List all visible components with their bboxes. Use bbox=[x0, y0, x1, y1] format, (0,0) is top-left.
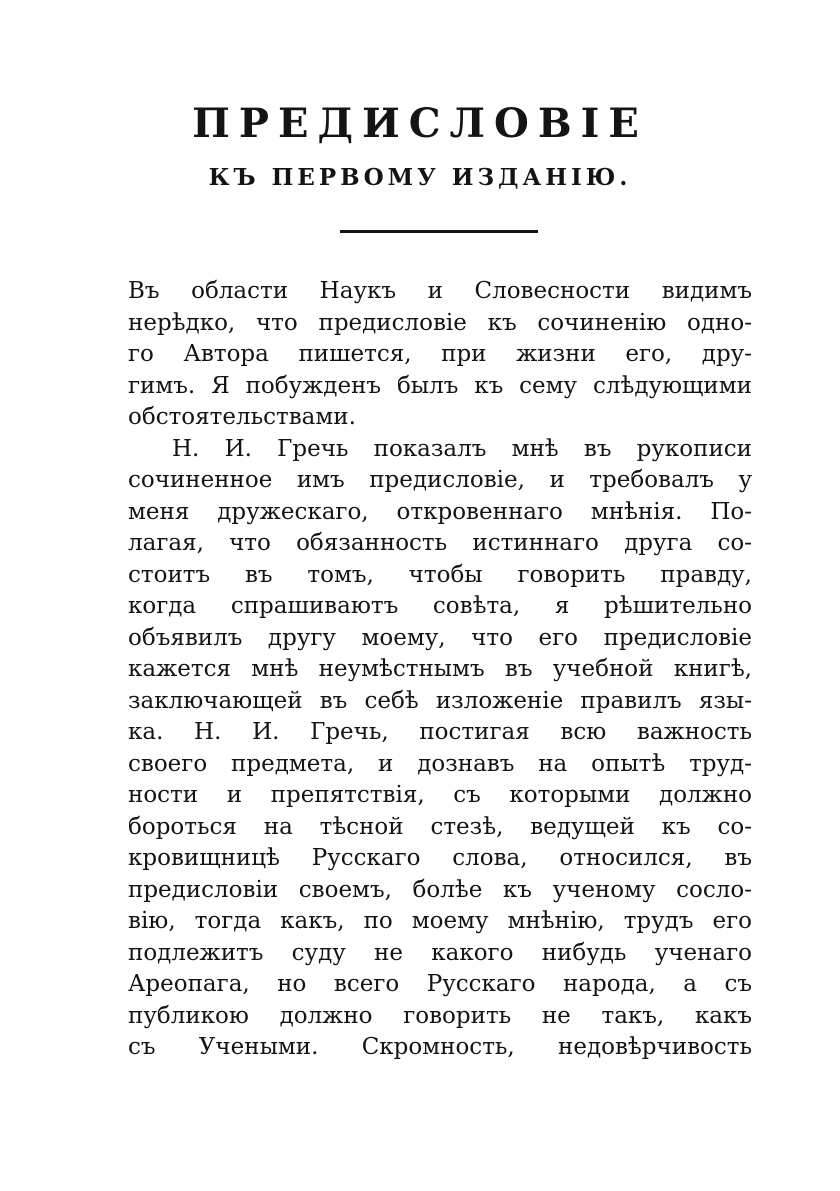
text-line: публикою должно говорить не такъ, какъ bbox=[128, 1002, 752, 1029]
text-line: вію, тогда какъ, по моему мнѣнію, трудъ его bbox=[128, 908, 752, 934]
text-line: объявилъ другу моему, что его предисловіе bbox=[128, 624, 752, 651]
text-line: подлежитъ суду не какого нибудь ученаго bbox=[128, 939, 752, 966]
text-line: кровищницѣ Русскаго слова, относился, въ bbox=[128, 845, 752, 871]
page-title: ПРЕДИСЛОВІЕ bbox=[192, 100, 648, 147]
text-line: меня дружескаго, откровеннаго мнѣнія. По- bbox=[128, 498, 752, 525]
text-line: предисловіи своемъ, болѣе къ ученому сосло- bbox=[128, 876, 752, 903]
text-line: кажется мнѣ неумѣстнымъ въ учебной книгѣ, bbox=[128, 656, 752, 682]
text-line: бороться на тѣсной стезѣ, ведущей къ со- bbox=[128, 813, 752, 840]
text-line: Н. И. Гречь показалъ мнѣ въ рукописи bbox=[172, 435, 752, 462]
text-line: съ Учеными. Скромность, недовѣрчивость bbox=[128, 1034, 752, 1060]
text-line: сочиненное имъ предисловіе, и требовалъ у bbox=[128, 467, 752, 493]
text-line: обстоятельствами. bbox=[128, 404, 356, 430]
title-divider bbox=[340, 230, 538, 233]
text-line: ка. Н. И. Гречь, постигая всю важность bbox=[128, 719, 752, 745]
page-subtitle: КЪ ПЕРВОМУ ИЗДАНІЮ. bbox=[208, 164, 632, 191]
text-line: когда спрашиваютъ совѣта, я рѣшительно bbox=[128, 593, 752, 619]
text-line: Въ области Наукъ и Словесности видимъ bbox=[128, 278, 752, 304]
text-line: стоитъ въ томъ, чтобы говорить правду, bbox=[128, 561, 752, 588]
text-line: ности и препятствія, съ которыми должно bbox=[128, 782, 752, 808]
text-line: го Автора пишется, при жизни его, дру- bbox=[128, 341, 752, 367]
text-line: заключающей въ себѣ изложеніе правилъ язы- bbox=[128, 687, 752, 714]
text-line: нерѣдко, что предисловіе къ сочиненію одно- bbox=[128, 309, 752, 336]
text-line: лагая, что обязанность истиннаго друга со- bbox=[128, 530, 752, 556]
text-line: своего предмета, и дознавъ на опытѣ труд- bbox=[128, 750, 752, 777]
text-line: гимъ. Я побужденъ былъ къ сему слѣдующими bbox=[128, 372, 752, 399]
text-line: Ареопага, но всего Русскаго народа, а съ bbox=[128, 971, 752, 997]
body-text bbox=[128, 276, 752, 1064]
